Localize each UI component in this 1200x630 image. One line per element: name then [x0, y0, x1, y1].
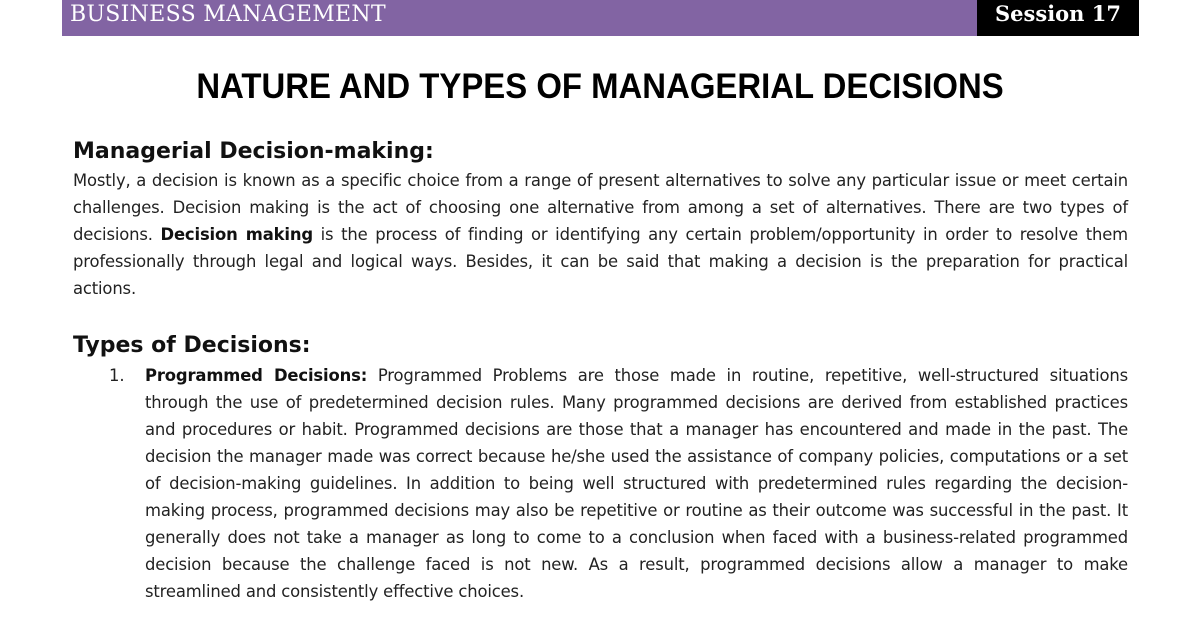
list-item-paragraph: [145, 362, 1128, 605]
section-heading-types-of-decisions: Types of Decisions:: [73, 333, 311, 358]
section-heading-managerial-decision-making: Managerial Decision-making:: [73, 139, 434, 164]
document-body: [73, 137, 1128, 605]
list-item-number: 1.: [109, 366, 125, 385]
list-item: [73, 362, 1128, 605]
page-title: NATURE AND TYPES OF MANAGERIAL DECISIONS: [196, 67, 1004, 106]
subject-label: BUSINESS MANAGEMENT: [62, 0, 977, 36]
decision-types-list: [73, 362, 1128, 605]
header-bar: [62, 0, 1139, 36]
paragraph-text-part-a: Mostly, a decision is known as a specific choice from a range of present alternatives to solve any particular issue or meet certain challenges. Decision making is the act of choosing one alternative from among a set of alternatives. There are two types of decisions.: [73, 171, 1128, 244]
list-item-term: Programmed Decisions:: [145, 366, 368, 385]
list-item-text: Programmed Problems are those made in routine, repetitive, well-structured situations through the use of predetermined decision rules. Many programmed decisions are derived from established practices and procedures or habit. Programmed decisions are those that a manager has encountered and made in the past. The decision the manager made was correct because he/she used the assistance of company policies, computations or a set of decision-making guidelines. In addition to being well structured with predetermined rules regarding the decision-making process, programmed decisions may also be repetitive or routine as their outcome was successful in the past. It generally does not take a manager as long to come to a conclusion when faced with a business-related programmed decision because the challenge faced is not new. As a result, programmed decisions allow a manager to make streamlined and consistently effective choices.: [145, 366, 1128, 601]
paragraph-text-part-b: is the process of finding or identifying any certain problem/opportunity in order to resolve them professionally through legal and logical ways. Besides, it can be said that making a decision is the preparation for practical actions.: [73, 225, 1128, 298]
bold-term-decision-making: Decision making: [160, 225, 313, 244]
session-label: Session 17: [977, 0, 1139, 36]
section-paragraph-decision-making: [73, 167, 1128, 302]
